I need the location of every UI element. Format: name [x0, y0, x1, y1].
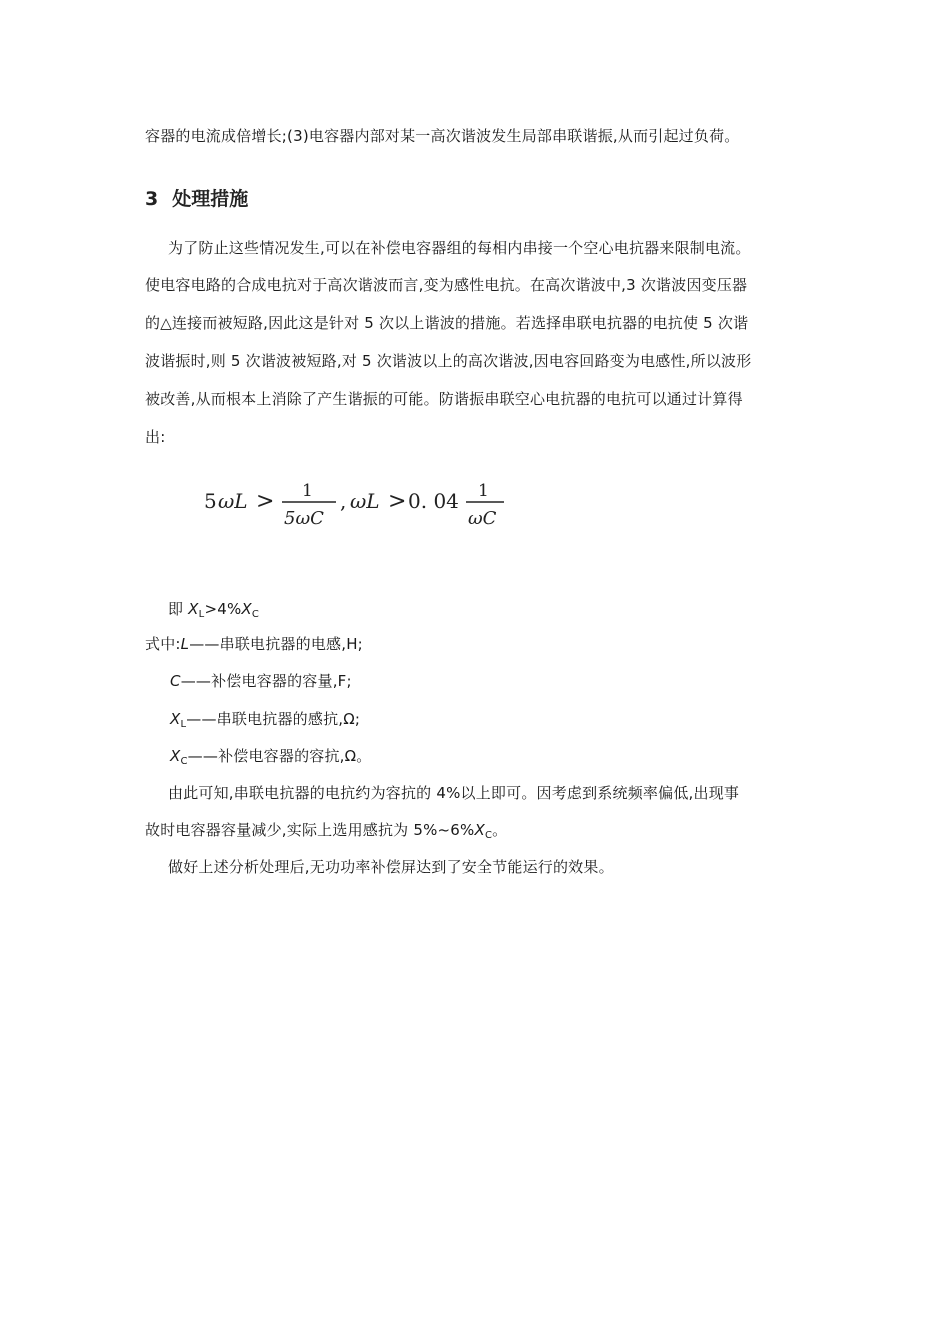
- var-x: X: [474, 821, 485, 839]
- paragraph-line: 做好上述分析处理后,无功功率补偿屏达到了安全节能运行的效果。: [168, 858, 614, 876]
- definition-line-l: [145, 634, 815, 654]
- definition-intro: 式中:: [145, 635, 181, 653]
- definition-line-xl: [170, 709, 840, 729]
- paragraph-line: 由此可知,串联电抗器的电抗约为容抗的 4%以上即可。因考虑到系统频率偏低,出现事: [168, 784, 740, 802]
- section-heading: [145, 186, 248, 212]
- paragraph-line: 容器的电流成倍增长;(3)电容器内部对某一高次谐波发生局部串联谐振,从而引起过负荷。: [145, 127, 740, 145]
- paragraph-line: 使电容电路的合成电抗对于高次谐波而言,变为感性电抗。在高次谐波中,3 次谐波因变压器: [145, 276, 748, 294]
- paragraph-line: [145, 820, 815, 840]
- var-c: C: [170, 672, 181, 690]
- formula-frac2-num: 1: [478, 481, 489, 501]
- definition-line-xc: [170, 746, 840, 766]
- formula-gt-1: >: [256, 489, 275, 514]
- definition-text: ——串联电抗器的感抗,Ω;: [186, 710, 361, 728]
- sub-c: C: [180, 756, 188, 767]
- definition-text: ——补偿电容器的容抗,Ω。: [187, 747, 372, 765]
- sub-l: L: [180, 719, 187, 730]
- paragraph-line: 波谐振时,则 5 次谐波被短路,对 5 次谐波以上的高次谐波,因电容回路变为电感性,所以波形: [145, 352, 752, 370]
- formula-coef-004: 0. 04: [408, 489, 459, 513]
- formula-image: [204, 478, 514, 530]
- conclusion-line: [168, 599, 838, 619]
- definition-line-c: [170, 671, 840, 691]
- var-x: X: [241, 600, 252, 618]
- paragraph-line: 为了防止这些情况发生,可以在补偿电容器组的每相内串接一个空心电抗器来限制电流。: [168, 239, 751, 257]
- definition-text: ——补偿电容器的容量,F;: [180, 672, 352, 690]
- definition-text: ——串联电抗器的电感,H;: [189, 635, 363, 653]
- paragraph-line: 被改善,从而根本上消除了产生谐振的可能。防谐振串联空心电抗器的电抗可以通过计算得: [145, 390, 743, 408]
- formula-frac1-num: 1: [302, 481, 313, 501]
- var-x: X: [188, 600, 199, 618]
- formula-omega-l-1: ωL: [218, 489, 248, 513]
- section-number: 3: [145, 188, 159, 210]
- formula-coef-5: 5: [204, 489, 217, 513]
- paragraph-line: 的△连接而被短路,因此这是针对 5 次以上谐波的措施。若选择串联电抗器的电抗使 5 次谐: [145, 314, 749, 332]
- formula-comma: ,: [340, 489, 347, 513]
- sub-c: C: [484, 830, 493, 841]
- conclusion-relation: >4%: [204, 600, 242, 618]
- paragraph-line: 出:: [145, 428, 166, 446]
- sub-l: L: [198, 609, 205, 620]
- sub-c: C: [251, 609, 260, 620]
- formula-frac2-den: ωC: [468, 508, 497, 529]
- var-l: L: [180, 635, 190, 653]
- formula-omega-l-2: ωL: [350, 489, 380, 513]
- paragraph-text: 。: [492, 821, 508, 839]
- conclusion-prefix: 即: [168, 600, 189, 618]
- paragraph-text: 故时电容器容量减少,实际上选用感抗为 5%~6%: [145, 821, 475, 839]
- var-x: X: [170, 747, 181, 765]
- var-x: X: [170, 710, 181, 728]
- formula-gt-2: >: [388, 489, 407, 514]
- formula-frac1-den: 5ωC: [284, 508, 324, 529]
- section-title: 处理措施: [172, 188, 249, 210]
